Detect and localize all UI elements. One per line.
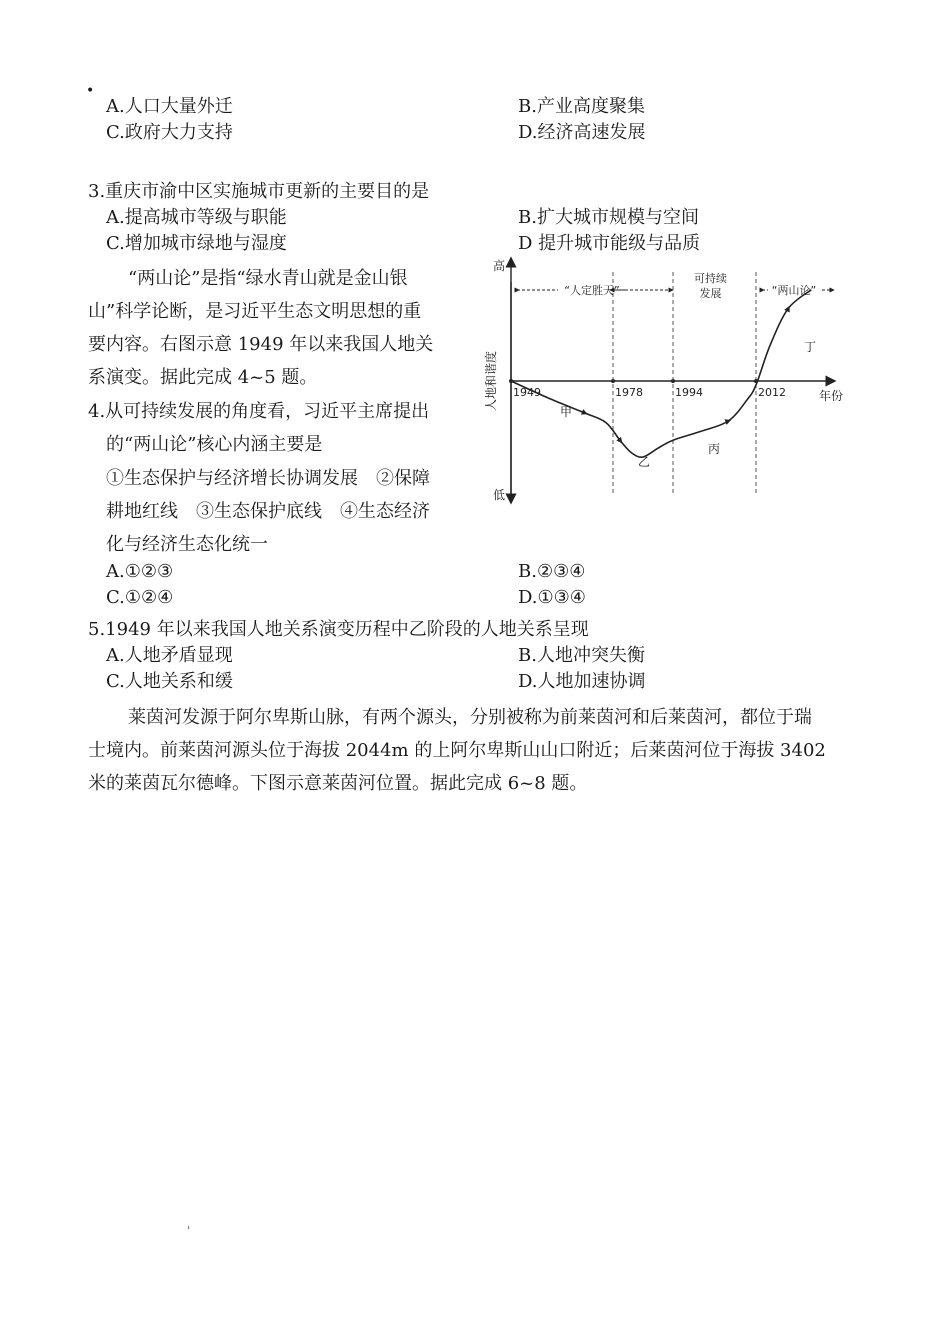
intro2-line-3: 米的莱茵瓦尔德峰。下图示意莱茵河位置。据此完成 6~8 题。 [88,773,588,794]
stage-label-4: 丁 [803,340,817,354]
q3-option-b: B.扩大城市规模与空间 [518,207,699,228]
y-axis-label: 人地和谐度 [484,350,498,412]
stage-label-3: 丙 [707,442,721,456]
stage-label-2: 乙 [637,455,651,469]
q3-option-a: A.提高城市等级与职能 [106,207,287,228]
x-tick-label-2012: 2012 [758,386,786,399]
q-prev-option-c: C.政府大力支持 [106,122,233,143]
q4-stem-line-1: 4.从可持续发展的角度看，习近平主席提出 [88,401,430,422]
q4-option-b: B.②③④ [518,561,586,582]
series-curve [511,290,811,457]
stray-dot: • [86,83,95,99]
curve-arrow-bing [701,421,729,431]
q-prev-option-d: D.经济高速发展 [518,122,646,143]
x-tick-label-1949: 1949 [513,386,541,399]
y-top-label: 高 [492,259,506,273]
curve-arrow-yi [606,423,621,441]
q5-stem: 5.1949 年以来我国人地关系演变历程中乙阶段的人地关系呈现 [88,619,589,640]
x-tick-label-1978: 1978 [615,386,643,399]
intro2-line-2: 士境内。前莱茵河源头位于海拔 2044m 的上阿尔卑斯山山口附近；后莱茵河位于海拔 3402 [88,740,826,761]
intro1-line-4: 系演变。据此完成 4~5 题。 [88,367,318,388]
q-prev-option-b: B.产业高度聚集 [518,96,645,117]
intro2-line-1: 莱茵河发源于阿尔卑斯山脉，有两个源头，分别被称为前莱茵河和后莱茵河，都位于瑞 [128,707,812,728]
period-label-3: “两山论” [771,284,817,297]
human-land-relationship-chart [476,254,846,504]
q4-option-a: A.①②③ [106,561,174,582]
q4-choices-line-2: 耕地红线 ③生态保护底线 ④生态经济 [106,501,430,522]
q5-option-c: C.人地关系和缓 [106,671,233,692]
q4-choices-line-3: 化与经济生态化统一 [106,534,268,555]
q3-stem: 3.重庆市渝中区实施城市更新的主要目的是 [88,181,430,202]
x-tick-label-1994: 1994 [675,386,703,399]
x-axis-label: 年份 [819,389,844,403]
curve-arrow-ding [770,308,788,345]
q4-stem-line-2: 的“两山论”核心内涵主要是 [106,434,323,455]
q3-option-d: D 提升城市能级与品质 [518,233,701,254]
q5-option-d: D.人地加速协调 [518,671,646,692]
q4-option-d: D.①③④ [518,587,586,608]
intro1-line-2: 山”科学论断，是习近平生态文明思想的重 [88,301,422,322]
period-label-1: “人定胜天” [564,284,620,297]
intro1-line-3: 要内容。右图示意 1949 年以来我国人地关 [88,334,434,355]
footer-mark: ' [187,1224,191,1238]
period-label-2-line-2: 发展 [699,287,722,300]
q4-option-c: C.①②④ [106,587,174,608]
q-prev-option-a: A.人口大量外迁 [106,96,233,117]
q5-option-a: A.人地矛盾显现 [106,645,233,666]
y-bottom-label: 低 [492,488,506,502]
intro1-line-1: “两山论”是指“绿水青山就是金山银 [128,268,408,289]
period-label-2-line-1: 可持续 [694,272,727,285]
q4-choices-line-1: ①生态保护与经济增长协调发展 ②保障 [106,468,430,489]
q5-option-b: B.人地冲突失衡 [518,645,645,666]
stage-label-1: 甲 [559,405,573,419]
q3-option-c: C.增加城市绿地与湿度 [106,233,287,254]
